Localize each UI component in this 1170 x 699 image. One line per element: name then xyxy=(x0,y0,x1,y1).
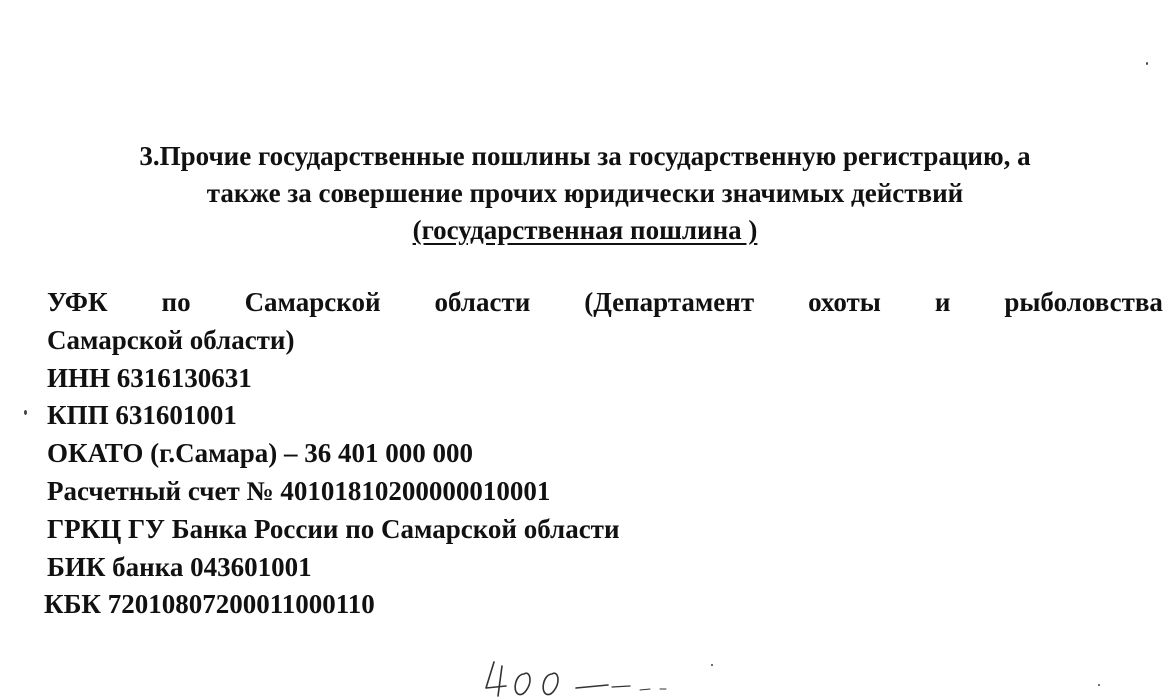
scan-speck xyxy=(711,664,713,666)
bank-line: ГРКЦ ГУ Банка России по Самарской области xyxy=(47,513,620,544)
payee-word: УФК xyxy=(47,287,108,317)
payee-word: охоты xyxy=(808,287,881,317)
scan-speck xyxy=(1146,62,1148,65)
payee-line-2: Самарской области) xyxy=(47,324,295,355)
payee-word: (Департамент xyxy=(584,287,755,317)
payee-word: по xyxy=(161,287,191,317)
scan-speck xyxy=(24,410,27,415)
payee-word: области xyxy=(434,287,531,317)
payee-word: и xyxy=(934,287,951,317)
payment-requisites xyxy=(44,284,1163,624)
inn-line: ИНН 6316130631 xyxy=(47,362,252,393)
payee-word: рыболовства xyxy=(1004,287,1163,317)
okato-line: ОКАТО (г.Самара) – 36 401 000 000 xyxy=(47,438,474,469)
scan-speck xyxy=(1098,684,1100,686)
account-line: Расчетный счет № 40101810200000010001 xyxy=(47,475,551,506)
heading-line-2: также за совершение прочих юридически значимых действий xyxy=(206,178,964,208)
handwritten-amount xyxy=(480,652,730,699)
kbk-line: КБК 72010807200011000110 xyxy=(44,589,375,620)
heading-line-3: (государственная пошлина ) xyxy=(412,215,758,245)
kpp-line: КПП 631601001 xyxy=(47,400,237,431)
heading-line-1: 3.Прочие государственные пошлины за государственную регистрацию, а xyxy=(139,141,1031,171)
bik-line: БИК банка 043601001 xyxy=(47,551,312,582)
payee-line-1 xyxy=(47,284,1163,322)
payee-word: Самарской xyxy=(244,287,381,317)
document-heading xyxy=(40,138,1130,249)
